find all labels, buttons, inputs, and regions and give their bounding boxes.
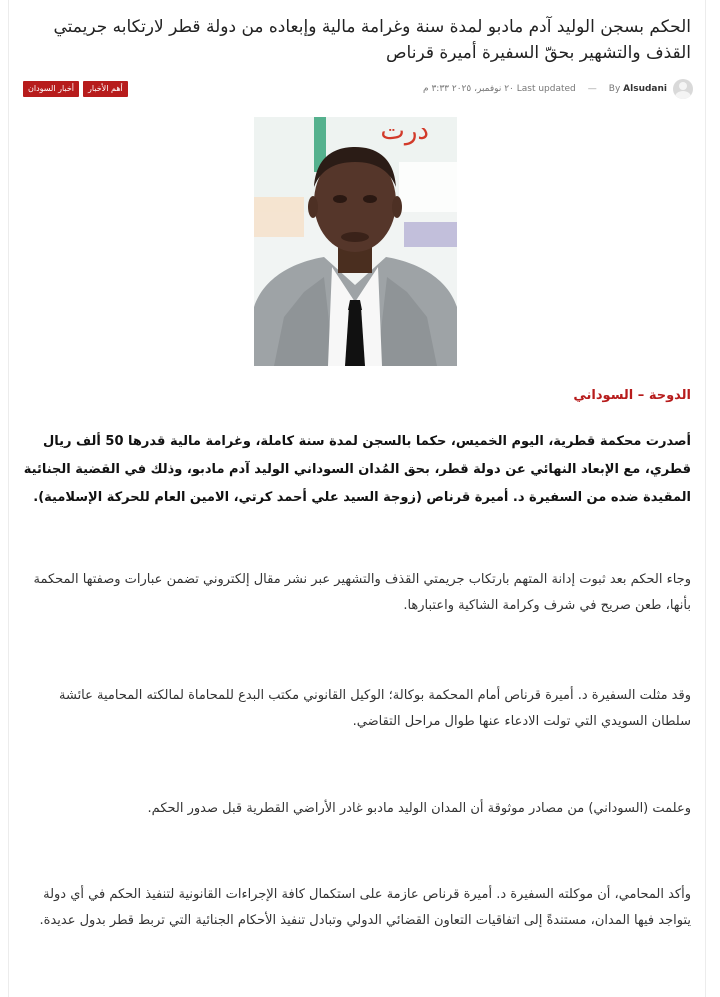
article-dateline: الدوحة – السوداني [573, 388, 691, 403]
avatar[interactable] [673, 79, 693, 99]
category-badge[interactable]: أخبار السودان [23, 81, 79, 97]
article-title: الحكم بسجن الوليد آدم مادبو لمدة سنة وغرامة مالية وإبعاده من دولة قطر لارتكابه جريمتي القذف والتشهير بحقّ السفيرة أميرة قرناص [53, 17, 691, 63]
last-updated: Last updated ٢٠ نوفمبر، ٢٠٢٥ ٣:٣٣ م [423, 84, 576, 94]
category-badge[interactable]: أهم الأخبار [83, 81, 128, 97]
article-photo [254, 117, 457, 366]
article-paragraph: وقد مثلت السفيرة د. أميرة قرناص أمام المحكمة بوكالة؛ الوكيل القانوني مكتب البدع للمحاماة لمالكته المحامية عائشة سلطان السويدي التي تولت الادعاء عنها طوال مراحل التقاضي. [59, 688, 691, 729]
author-byline [609, 84, 667, 94]
portrait-image [254, 117, 457, 366]
article-paragraph: وعلمت (السوداني) من مصادر موثوقة أن المدان الوليد مادبو غادر الأراضي القطرية قبل صدور الحكم. [147, 801, 691, 816]
article-page [8, 0, 706, 997]
article-paragraph: وجاء الحكم بعد ثبوت إدانة المتهم بارتكاب جريمتي القذف والتشهير عبر نشر مقال إلكتروني تضمن عبارات وصفتها المحكمة بأنها، طعن صريح في شرف وكرامة الشاكية واعتبارها. [33, 572, 691, 613]
byline [423, 79, 693, 99]
article-lead: أصدرت محكمة قطرية، اليوم الخميس، حكما بالسجن لمدة سنة كاملة، وغرامة مالية قدرها 50 ألف ريال قطري، مع الإبعاد النهائي عن دولة قطر، بحق المُدان السوداني الوليد آدم مادبو، وذلك في القضية الجنائية المقيدة ضده من السفيرة د. أميرة قرناص (زوجة السيد علي أحمد كرتي، الامين العام للحركة الإسلامية). [23, 434, 691, 505]
article-paragraph: وأكد المحامي، أن موكلته السفيرة د. أميرة قرناص عازمة على استكمال كافة الإجراءات القانونية لتنفيذ الحكم في أي دولة يتواجد فيها المدان، مستندةً إلى اتفاقيات التعاون القضائي الدولي وتبادل تنفيذ الأحكام الجنائية التي تربط قطر بدول عديدة. [39, 887, 691, 928]
by-label: By [608, 84, 621, 94]
author-name[interactable]: Alsudani [623, 84, 667, 94]
article-meta [23, 77, 693, 101]
category-badges [23, 81, 128, 97]
meta-separator: — [587, 84, 597, 94]
background-sign-text: درت [380, 117, 429, 146]
